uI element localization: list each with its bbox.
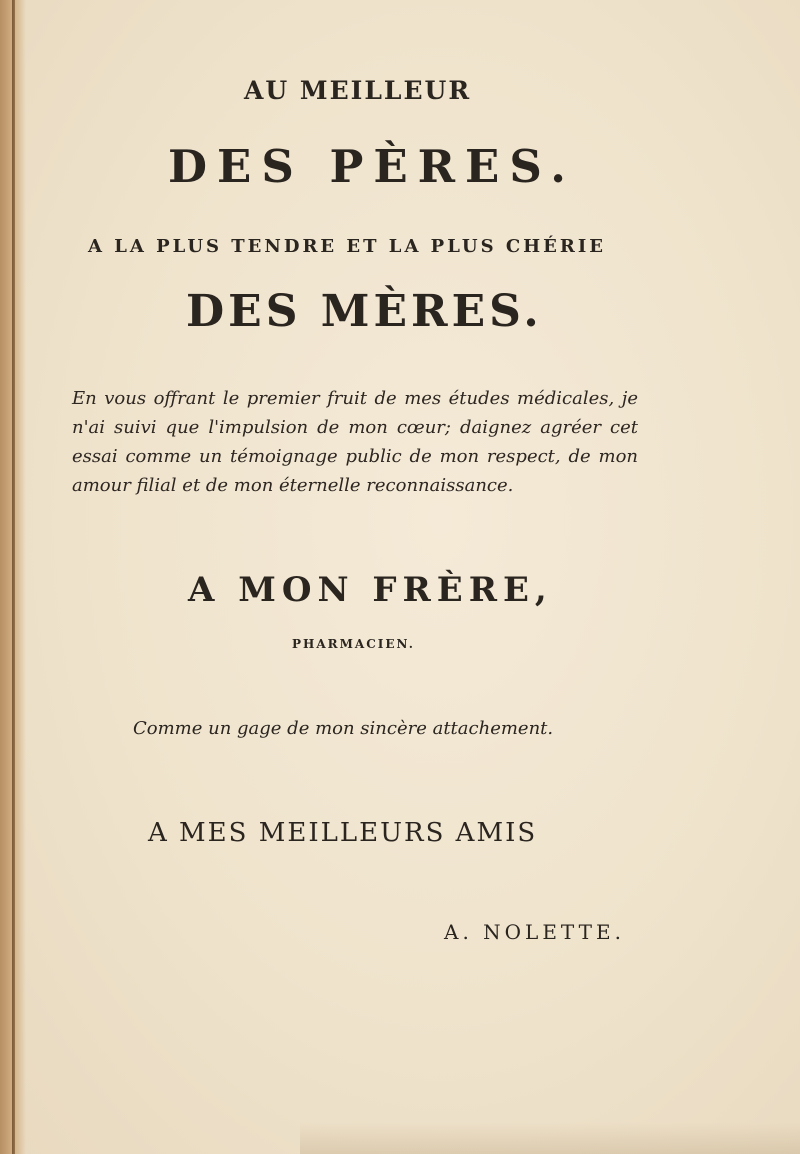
brother-heading: A MON FRÈRE, (188, 570, 553, 610)
dedication-paragraph-block (72, 384, 638, 500)
page-stain (300, 1122, 800, 1154)
dedication-heading-3: A LA PLUS TENDRE ET LA PLUS CHÉRIE (88, 236, 607, 257)
dedication-heading-2: DES PÈRES. (168, 140, 576, 193)
dedication-heading-4: DES MÈRES. (186, 286, 543, 337)
dedication-paragraph: En vous offrant le premier fruit de mes études médicales, je n'ai suivi que l'impulsion de mon cœur; daignez agréer cet essai comme un témoignage public de mon respect, de mon amour filial et de mon éternelle reconnaissance. (72, 388, 638, 496)
author-signature: A. NOLETTE. (444, 920, 625, 944)
brother-dedication-text: Comme un gage de mon sincère attachement. (133, 718, 554, 739)
dedication-heading-1: AU MEILLEUR (244, 76, 472, 105)
friends-heading: A MES MEILLEURS AMIS (148, 818, 538, 848)
spine-edge-line (12, 0, 15, 1154)
brother-profession: PHARMACIEN. (292, 637, 415, 651)
